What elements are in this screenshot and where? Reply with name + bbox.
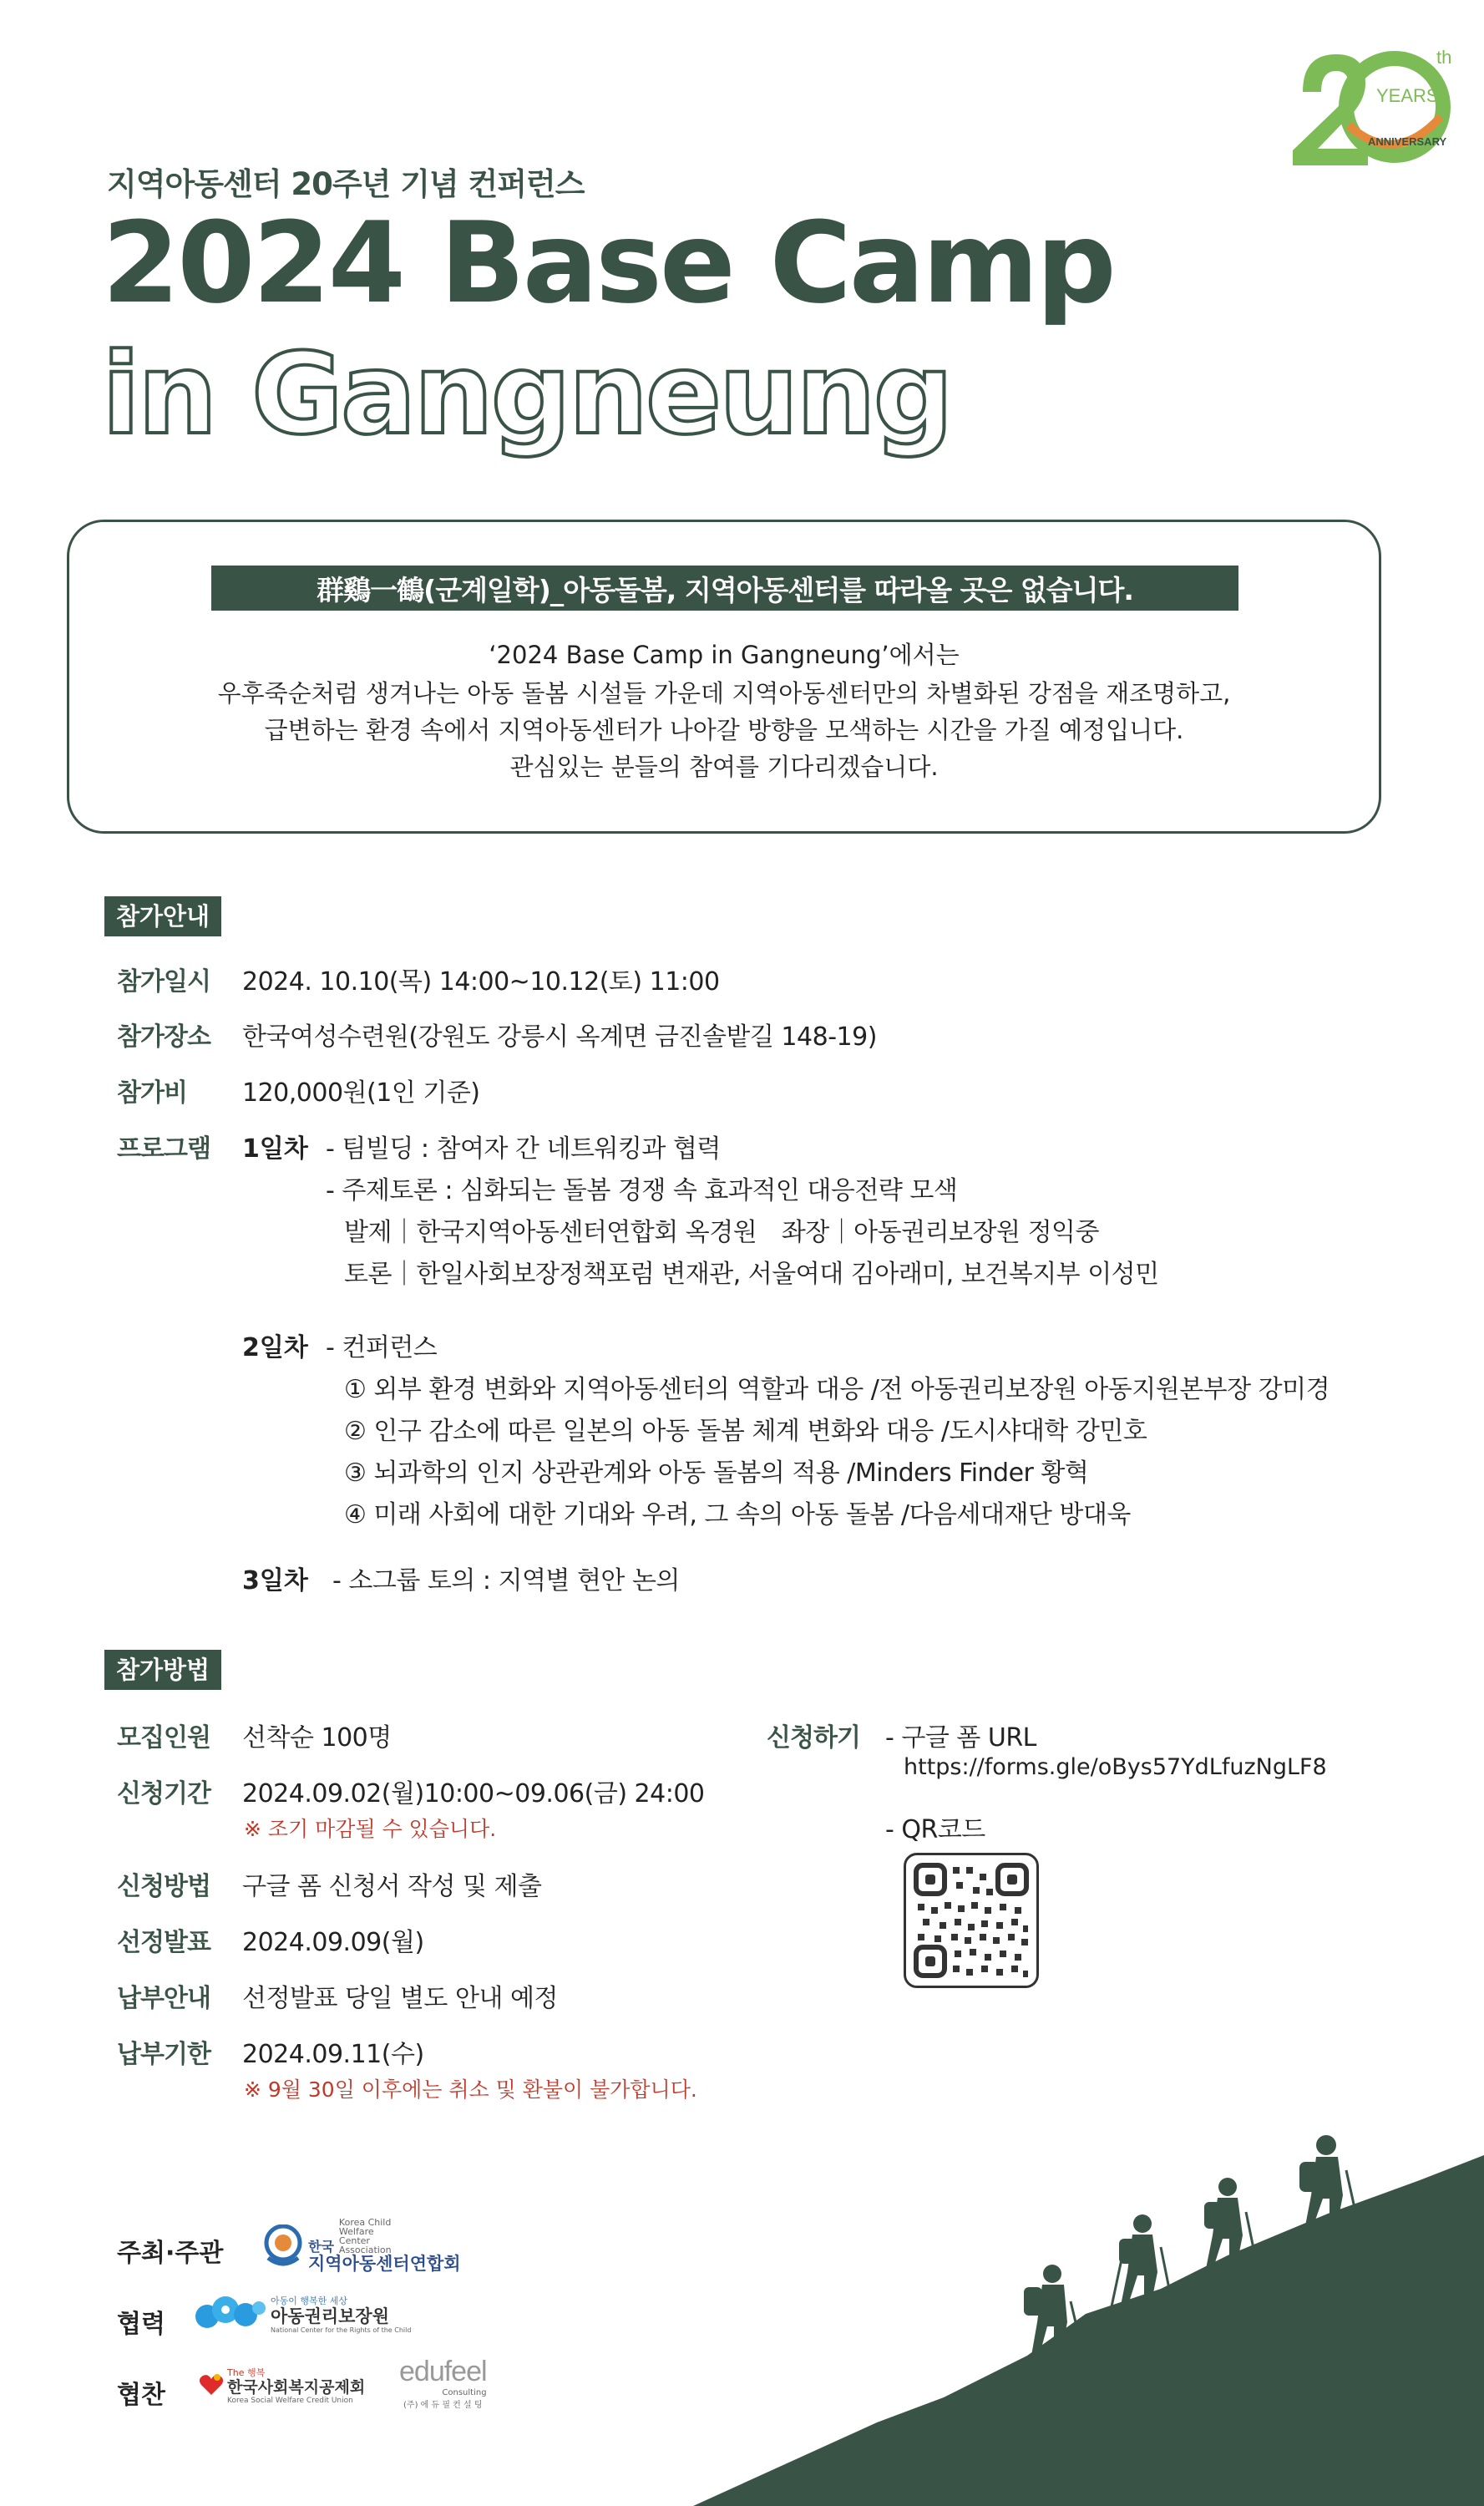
method-row-value: 2024.09.02(월)10:00~09.06(금) 24:00	[242, 1779, 705, 1808]
method-row-label: 납부기한	[117, 2040, 210, 2069]
sponsor1-en: Korea Social Welfare Credit Union	[227, 2396, 353, 2405]
day1-label: 1일차	[242, 1134, 308, 1164]
host-org-logo	[263, 2218, 461, 2274]
subtitle: 지역아동센터 20주년 기념 컨퍼런스	[107, 166, 585, 202]
qr-label: - QR코드	[885, 1815, 985, 1844]
mountain-hikers-illustration	[693, 2122, 1484, 2506]
anniversary-years: YEARS	[1376, 85, 1439, 106]
sponsor2-ko: (주) 에 듀 필 컨 설 팅	[403, 2401, 483, 2410]
sponsor1-tag: The 행복	[227, 2367, 266, 2378]
title-line-2: in Gangneung	[102, 329, 951, 459]
day2-item-5: ④ 미래 사회에 대한 기대와 우려, 그 속의 아동 돌봄 /다음세대재단 방대욱	[344, 1500, 1131, 1529]
method-row-value: 구글 폼 신청서 작성 및 제출	[242, 1872, 542, 1901]
intro-line-4: 관심있는 분들의 참여를 기다리겠습니다.	[509, 753, 939, 781]
host-org-ko-small: 한국	[308, 2239, 334, 2255]
coop-org-tag: 아동이 행복한 세상	[271, 2295, 348, 2306]
sponsor1-name: 한국사회복지공제회	[227, 2378, 366, 2397]
title-line-1: 2024 Base Camp	[102, 198, 1114, 328]
day1-item-3: 발제｜한국지역아동센터연합회 옥경원 좌장｜아동권리보장원 정익중	[344, 1218, 1100, 1247]
section-label-participation: 참가안내	[104, 896, 221, 936]
sponsor2-en: Consulting	[442, 2388, 487, 2397]
method-row-label: 선정발표	[117, 1928, 210, 1957]
day2-item-3: ② 인구 감소에 따른 일본의 아동 돌봄 체계 변화와 대응 /도시샤대학 강민호	[344, 1417, 1147, 1446]
place-value: 한국여성수련원(강원도 강릉시 옥계면 금진솔밭길 148-19)	[242, 1022, 877, 1052]
intro-banner: 群鷄一鶴(군계일학)_아동돌봄, 지역아동센터를 따라올 곳은 없습니다.	[211, 566, 1238, 611]
intro-line-1: ‘2024 Base Camp in Gangneung’에서는	[489, 641, 960, 669]
day2-label: 2일차	[242, 1333, 308, 1362]
host-org-en: Korea Child Welfare Center Association	[338, 2217, 392, 2255]
sponsor2-name: edufeel	[399, 2356, 487, 2387]
method-row-label: 신청방법	[117, 1872, 210, 1901]
coop-label: 협력	[117, 2310, 165, 2339]
method-row-note: ※ 조기 마감될 수 있습니다.	[244, 1817, 497, 1841]
day3-label: 3일차	[242, 1566, 308, 1595]
fee-value: 120,000원(1인 기준)	[242, 1078, 480, 1108]
sponsor-label: 협찬	[117, 2381, 165, 2410]
method-row-note: ※ 9월 30일 이후에는 취소 및 환불이 불가합니다.	[244, 2077, 697, 2102]
method-row-value: 2024.09.11(수)	[242, 2040, 424, 2069]
day2-item-2: ① 외부 환경 변화와 지역아동센터의 역할과 대응 /전 아동권리보장원 아동지원본부장 강미경	[344, 1375, 1330, 1404]
method-row-value: 선정발표 당일 별도 안내 예정	[242, 1984, 558, 2013]
method-row-label: 신청기간	[117, 1779, 210, 1808]
day3-item-1: - 소그룹 토의 : 지역별 현안 논의	[332, 1566, 680, 1595]
host-org-ko: 지역아동센터연합회	[308, 2254, 461, 2274]
anniversary-label: ANNIVERSARY	[1368, 135, 1447, 148]
qr-code[interactable]	[904, 1853, 1039, 1988]
day1-item-4: 토론｜한일사회보장정책포럼 변재관, 서울여대 김아래미, 보건복지부 이성민	[344, 1260, 1159, 1289]
program-label: 프로그램	[117, 1134, 210, 1164]
heart-icon	[199, 2372, 224, 2397]
sponsor2-logo	[399, 2356, 487, 2410]
anniversary-suffix: th	[1436, 47, 1452, 68]
coop-org-logo	[192, 2293, 411, 2335]
intro-line-3: 급변하는 환경 속에서 지역아동센터가 나아갈 방향을 모색하는 시간을 가질 예정입니다.	[264, 716, 1184, 744]
day1-item-2: - 주제토론 : 심화되는 돌봄 경쟁 속 효과적인 대응전략 모색	[326, 1176, 958, 1205]
host-org-icon	[263, 2224, 303, 2268]
date-label: 참가일시	[117, 967, 210, 997]
coop-org-icon	[192, 2293, 267, 2335]
apply-label: 신청하기	[767, 1723, 860, 1753]
day2-item-4: ③ 뇌과학의 인지 상관관계와 아동 돌봄의 적용 /Minders Finder 황혁	[344, 1458, 1089, 1488]
date-value: 2024. 10.10(목) 14:00~10.12(토) 11:00	[242, 967, 720, 997]
anniversary-logo	[1278, 42, 1453, 167]
google-form-url[interactable]: https://forms.gle/oBys57YdLfuzNgLF8	[904, 1754, 1327, 1780]
method-row-value: 2024.09.09(월)	[242, 1928, 424, 1957]
host-label: 주최·주관	[117, 2239, 224, 2268]
coop-org-en: National Center for the Rights of the Child	[271, 2326, 412, 2335]
coop-org: 아동권리보장원	[271, 2306, 390, 2326]
sponsor1-logo	[199, 2366, 365, 2405]
day2-item-1: - 컨퍼런스	[326, 1333, 438, 1362]
method-row-label: 납부안내	[117, 1984, 210, 2013]
method-row-value: 선착순 100명	[242, 1723, 392, 1753]
place-label: 참가장소	[117, 1022, 210, 1052]
day1-item-1: - 팀빌딩 : 참여자 간 네트워킹과 협력	[326, 1134, 721, 1164]
intro-line-2: 우후죽순처럼 생겨나는 아동 돌봄 시설들 가운데 지역아동센터만의 차별화된 강점을 재조명하고,	[217, 679, 1231, 708]
google-form-label: - 구글 폼 URL	[885, 1723, 1036, 1753]
fee-label: 참가비	[117, 1078, 187, 1108]
method-row-label: 모집인원	[117, 1723, 210, 1753]
section-label-method: 참가방법	[104, 1650, 221, 1690]
